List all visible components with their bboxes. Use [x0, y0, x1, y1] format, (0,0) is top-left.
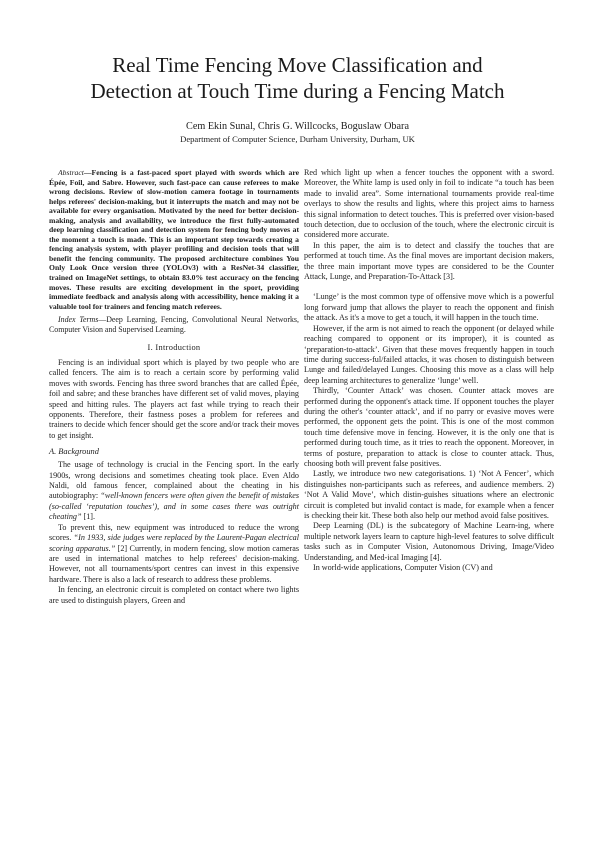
- index-terms-label: Index Terms: [58, 315, 99, 325]
- authors: Cem Ekin Sunal, Chris G. Willcocks, Boguslaw Obara: [186, 121, 409, 132]
- naldi-quote: “well-known fencers were often given the benefit of mistakes (so-called ‘reputation touches’), and in some cases there was outright cheating”: [49, 491, 299, 522]
- right-column: [304, 168, 554, 573]
- abstract-text: —Fencing is a fast-paced sport played with swords which are Épée, Foil, and Sabre. However, such fast-pace can cause referees to make wrong decisions. Review of slow-motion camera footage in tournaments helps referees' decision-making, but it interrupts the match and may not be available for every organisation. Motivated by the need for better decision-making, analysis and availability, we introduce the first fully-automated deep learning classification and detection system for fencing body moves at the moment a touch is made. This is an important step towards creating a fencing analysis system, with player profiling and decision tools that will benefit the fencing community. The proposed architecture combines You Only Look Once version three (YOLOv3) with a ResNet-34 classifier, trained on ImageNet settings, to obtain 83.0% test accuracy on the fencing moves. These results are exciting development in the sport, providing immediate feedback and analysis along with accessibility, hence making it a valuable tool for trainers and fencing match referees.: [49, 168, 299, 311]
- right-paragraph-1: Red which light up when a fencer touches the opponent with a sword. Moreover, the White lamp is used only in foil to indicate “a touch has been made to invalid area”. Some international tournaments provide real-time overlays to show the results and lights, where this project aims to harness this signal information to detect touches. This is preferred over vision-based touch detection, due to occlusion of the touch, where the electronic circuit is considered more accurate.: [304, 168, 554, 240]
- index-terms: [49, 315, 299, 335]
- right-paragraph-3: ‘Lunge’ is the most common type of offensive move which is a powerful long forward jump that allows the player to reach the opponent and finish the attack. As it's a move to get a touch, it will happen in the touch time.: [304, 292, 554, 323]
- right-paragraph-6: Lastly, we introduce two new categorisations. 1) ‘Not A Fencer’, which distinguishes non-participants such as referees, and audience members. 2) ‘Not A Valid Move’, which distin-guishes situations where an electronic circuit is completed but invalid contact is made, for example when a fencer is checking their kit. These both also help our method avoid false positives.: [304, 469, 554, 520]
- right-paragraph-2: In this paper, the aim is to detect and classify the touches that are performed at touch time. As the final moves are important decision makers, the three main important move types are considered to be the Counter Attack, Lunge, and Preparation-To-Attack [3].: [304, 240, 554, 282]
- index-terms-text: —Deep Learning, Fencing, Convolutional Neural Networks, Computer Vision and Supervised Learning.: [49, 315, 299, 335]
- laurent-pagan-quote: “In 1933, side judges were replaced by the Laurent-Pagan electrical scoring apparatus.”: [49, 533, 299, 553]
- affiliation: Department of Computer Science, Durham University, Durham, UK: [180, 134, 415, 144]
- title-line-2: Detection at Touch Time during a Fencing Match: [90, 79, 505, 103]
- section-heading-introduction: I. Introduction: [147, 343, 201, 353]
- subsection-heading-background: A. Background: [49, 447, 99, 457]
- title-line-1: Real Time Fencing Move Classification and: [112, 53, 483, 77]
- right-paragraph-5: Thirdly, ‘Counter Attack’ was chosen. Counter attack moves are performed during the opponent's attack time. If opponent touches the player during the other's ‘counter attack’, and if no parry or evasive moves were performed, the opponent gets the point. This is one of the most common touch time defensive move in fencing. However, it is the only one that is performed during touch time, as it tries to reach the opponent. Moreover, in terms of posture, preparation to attack is close to counter attack. Thus, choosing both will prevent false positives.: [304, 386, 554, 468]
- abstract-label: Abstract: [58, 168, 84, 177]
- background-paragraph-1: The usage of technology is crucial in the Fencing sport. In the early 1900s, wrong decisions and sometimes cheating took place. Even Aldo Naldi, old famous fencer, complained about the cheating in his autobiography: “well-known fencers were often given the benefit of mistakes (so-called ‘reputation touches’), and in some cases there was outright cheating” [1].: [49, 460, 299, 522]
- abstract: [49, 168, 299, 311]
- background-paragraph-2: To prevent this, new equipment was introduced to reduce the wrong scores. “In 1933, side judges were replaced by the Laurent-Pagan electrical scoring apparatus.” [2] Currently, in modern fencing, slow motion cameras are used in international matches to help referees' decision-making. However, not all tournaments/sport centres can invest in this expensive hardware. There is also a lack of research to address these problems.: [49, 522, 299, 584]
- right-paragraph-8: In world-wide applications, Computer Vision (CV) and: [313, 563, 493, 573]
- left-column: [49, 168, 299, 606]
- paper-title: [0, 52, 595, 104]
- intro-paragraph: Fencing is an individual sport which is played by two people who are called fencers. The aim is to reach a certain score by performing valid moves with swords. Fencing has three sword branches that are called Épée, foil and sabre; and these branches have different set of valid moves, playing speed and hitting rules. The players act fast while trying to reach their opponents. Therefore, their fastness poses a problem for referees and trainers to decide which fencer should get the score and/or track their moves to get insight.: [49, 358, 299, 440]
- right-paragraph-7: Deep Learning (DL) is the subcategory of Machine Learn-ing, where multiple network layers learn to capture high-level features to solve difficult tasks such as in Computer Vision, Autonomous Driving, Image/Video Understanding, and Med-ical Imaging [4].: [304, 521, 554, 562]
- background-paragraph-3: In fencing, an electronic circuit is completed on contact where two lights are used to distinguish players, Green and: [49, 585, 299, 605]
- right-paragraph-4: However, if the arm is not aimed to reach the opponent (or delayed while reaching compared to opponent or its improper), it is counted as ‘preparation-to-attack’. Given that these moves frequently happen in touch time during success-ful/failed attacks, it was chosen to distinguish between Lunge and failed/delayed Lunges. Choosing this move as a class will help deep learning architectures to generalize ‘lunge’ well.: [304, 323, 554, 385]
